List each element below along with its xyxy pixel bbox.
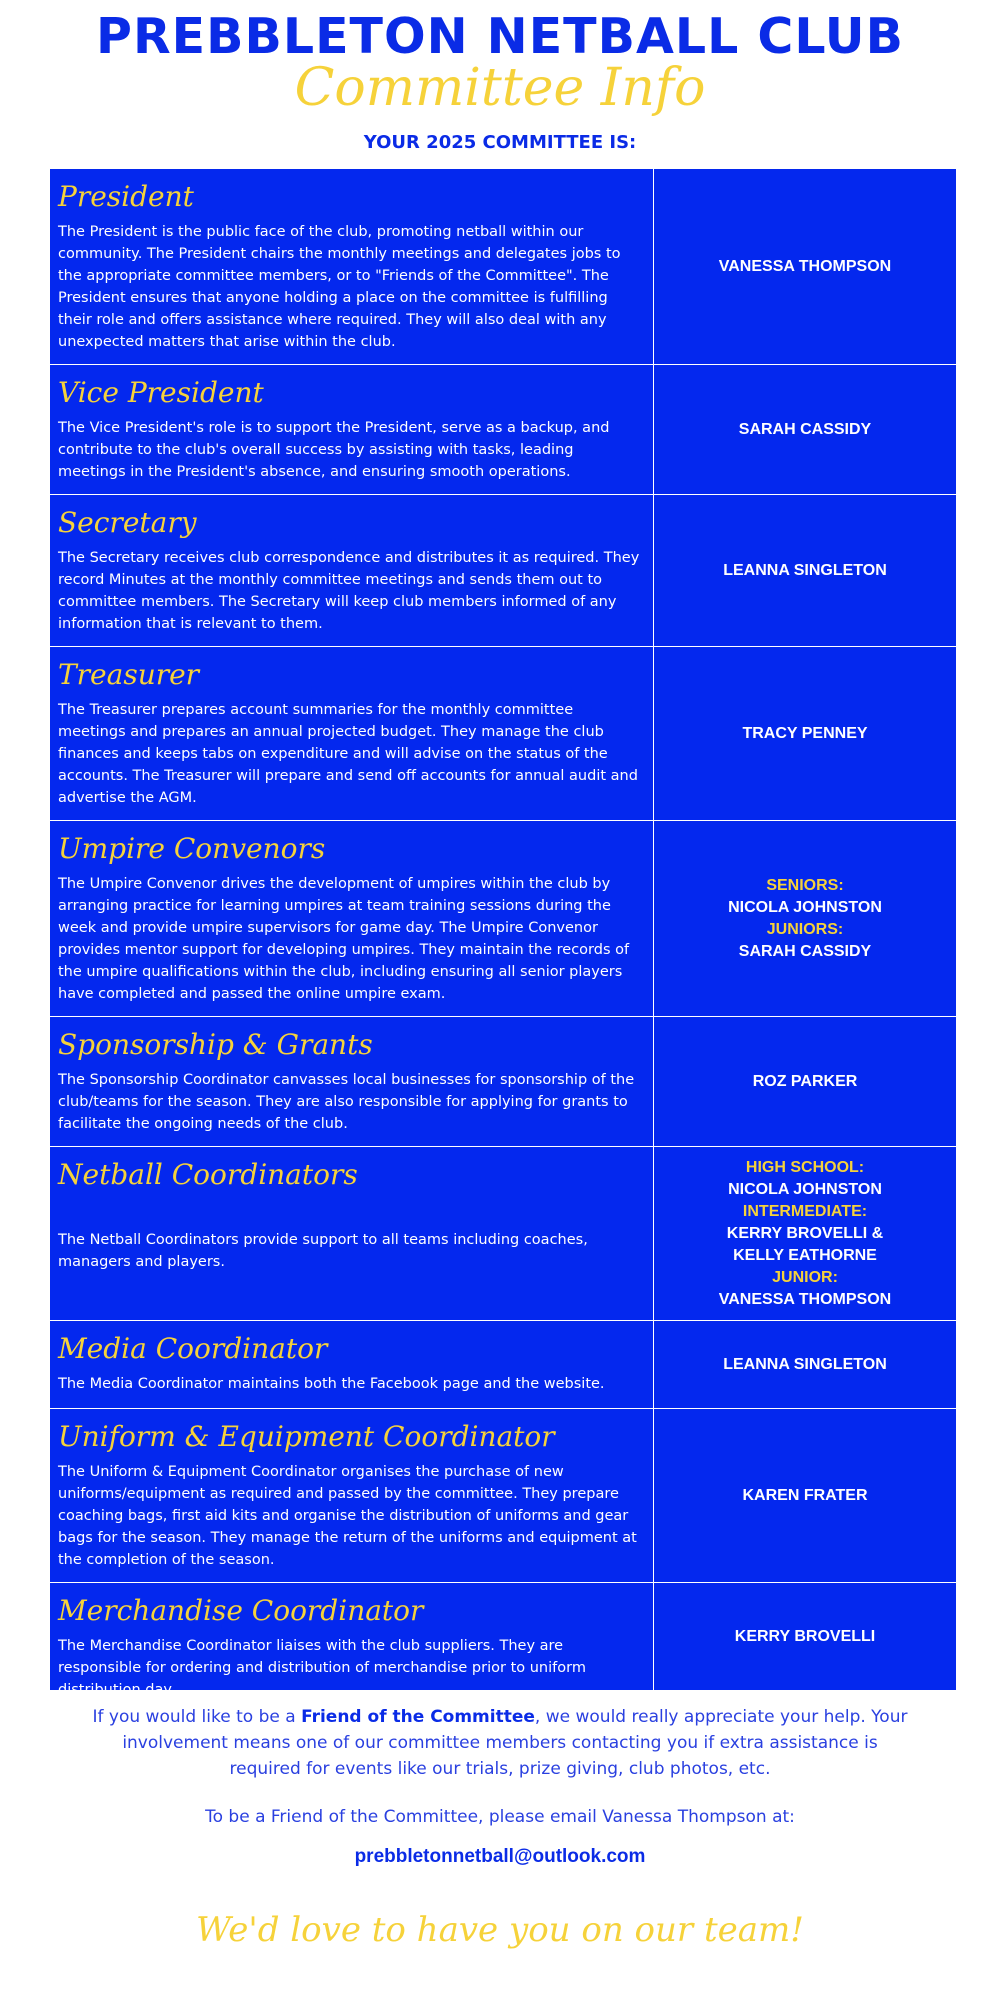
role-title: Uniform & Equipment Coordinator: [58, 1420, 555, 1453]
committee-row: [50, 365, 956, 495]
role-cell: [50, 1147, 654, 1320]
role-cell: [50, 647, 654, 820]
member-name: KAREN FRATER: [742, 1486, 868, 1504]
member-cell: [654, 647, 956, 820]
role-title: President: [58, 180, 194, 213]
role-cell: [50, 169, 654, 364]
role-description: The Umpire Convenor drives the development of umpires within the club by arranging practice for learning umpires at team training sessions during the week and provide umpire supervisors for game day. The Umpire Convenor provides mentor support for developing umpires. They maintain the records of the umpire qualifications within the club, including ensuring all senior players have completed and passed the online umpire exam.: [58, 876, 630, 1002]
member-cell: [654, 821, 956, 1016]
committee-intro: YOUR 2025 COMMITTEE IS:: [363, 132, 637, 153]
friend-rest-text: , we would really appreciate your help. Your involvement means one of our committee members contacting you if extra assistance is required for events like our trials, prize giving, club photos, etc.: [122, 1707, 908, 1779]
member-group-label: HIGH SCHOOL:: [745, 1158, 865, 1176]
member-name: SARAH CASSIDY: [738, 942, 872, 960]
member-name: KERRY BROVELLI: [734, 1627, 876, 1645]
member-name: LEANNA SINGLETON: [723, 561, 887, 579]
role-title: Umpire Convenors: [58, 832, 326, 865]
member-name: KELLY EATHORNE: [733, 1246, 877, 1264]
member-cell: [654, 169, 956, 364]
member-group-label: JUNIORS:: [766, 920, 844, 938]
member-cell: [654, 1147, 956, 1320]
friend-intro-text: If you would like to be a: [92, 1707, 296, 1727]
role-description: The Media Coordinator maintains both the Facebook page and the website.: [58, 1376, 605, 1392]
role-cell: [50, 1321, 654, 1408]
role-description: The Merchandise Coordinator liaises with the club suppliers. They are responsible for ordering and distribution of merchandise prior to uniform distribution day.: [58, 1638, 586, 1698]
role-description: The Sponsorship Coordinator canvasses local businesses for sponsorship of the club/teams for the season. They are also responsible for applying for grants to facilitate the ongoing needs of the club.: [58, 1072, 635, 1132]
role-cell: [50, 1409, 654, 1582]
committee-row: [50, 1017, 956, 1147]
role-description: The Netball Coordinators provide support to all teams including coaches, managers and players.: [58, 1232, 588, 1270]
page-subtitle: Committee Info: [294, 58, 706, 118]
member-name: VANESSA THOMPSON: [718, 257, 892, 275]
closing-message: We'd love to have you on our team!: [196, 1910, 804, 1950]
role-description: The Secretary receives club correspondence and distributes it as required. They record Minutes at the monthly committee meetings and sends them out to committee members. The Secretary will keep club members informed of any information that is relevant to them.: [58, 550, 640, 632]
role-title: Merchandise Coordinator: [58, 1594, 424, 1627]
role-title: Media Coordinator: [58, 1332, 328, 1365]
member-name: ROZ PARKER: [752, 1072, 858, 1090]
friend-paragraph: [90, 1704, 910, 1782]
committee-row: [50, 1409, 956, 1583]
member-name: NICOLA JOHNSTON: [728, 1180, 882, 1198]
member-cell: [654, 1409, 956, 1582]
member-cell: [654, 1583, 956, 1690]
role-description: The President is the public face of the club, promoting netball within our community. The President chairs the monthly meetings and delegates jobs to the appropriate committee members, or to "Friends of the Committee". The President ensures that anyone holding a place on the committee is fulfilling their role and offers assistance where required. They will also deal with any unexpected matters that arise within the club.: [58, 224, 621, 350]
member-name: TRACY PENNEY: [742, 724, 868, 742]
role-description: The Treasurer prepares account summaries for the monthly committee meetings and prepares an annual projected budget. They manage the club finances and keeps tabs on expenditure and will advise on the status of the accounts. The Treasurer will prepare and send off accounts for annual audit and advertise the AGM.: [58, 702, 638, 806]
role-cell: [50, 495, 654, 646]
member-group-label: INTERMEDIATE:: [742, 1202, 868, 1220]
role-title: Netball Coordinators: [58, 1158, 358, 1191]
member-name: KERRY BROVELLI &: [726, 1224, 884, 1242]
committee-row: [50, 495, 956, 647]
role-title: Secretary: [58, 506, 197, 539]
committee-row: [50, 647, 956, 821]
committee-row: [50, 1147, 956, 1321]
member-cell: [654, 365, 956, 494]
committee-table: [50, 168, 956, 1698]
member-cell: [654, 495, 956, 646]
role-cell: [50, 821, 654, 1016]
role-cell: [50, 365, 654, 494]
committee-row: [50, 1583, 956, 1698]
committee-row: [50, 821, 956, 1017]
member-group-label: SENIORS:: [766, 876, 844, 894]
member-cell: [654, 1321, 956, 1408]
member-group-label: JUNIOR:: [772, 1268, 838, 1286]
committee-row: [50, 169, 956, 365]
role-description: The Vice President's role is to support the President, serve as a backup, and contribute to the club's overall success by assisting with tasks, leading meetings in the President's absence, and ensuring smooth operations.: [58, 420, 610, 480]
member-name: VANESSA THOMPSON: [718, 1290, 892, 1308]
role-cell: [50, 1583, 654, 1698]
role-description: The Uniform & Equipment Coordinator organises the purchase of new uniforms/equipment as required and passed by the committee. They prepare coaching bags, first aid kits and organise the distribution of uniforms and gear bags for the season. They manage the return of the uniforms and equipment at the completion of the season.: [58, 1464, 637, 1568]
member-name: NICOLA JOHNSTON: [728, 898, 882, 916]
friend-bold-text: Friend of the Committee: [301, 1707, 535, 1727]
member-name: LEANNA SINGLETON: [723, 1355, 887, 1373]
contact-line: To be a Friend of the Committee, please email Vanessa Thompson at:: [205, 1807, 795, 1827]
member-name: SARAH CASSIDY: [738, 420, 872, 438]
role-title: Sponsorship & Grants: [58, 1028, 373, 1061]
committee-row: [50, 1321, 956, 1409]
role-title: Treasurer: [58, 658, 200, 691]
club-title: PREBBLETON NETBALL CLUB: [96, 8, 904, 65]
member-cell: [654, 1017, 956, 1146]
role-cell: [50, 1017, 654, 1146]
role-title: Vice President: [58, 376, 264, 409]
email-link[interactable]: prebbletonnetball@outlook.com: [354, 1846, 646, 1867]
